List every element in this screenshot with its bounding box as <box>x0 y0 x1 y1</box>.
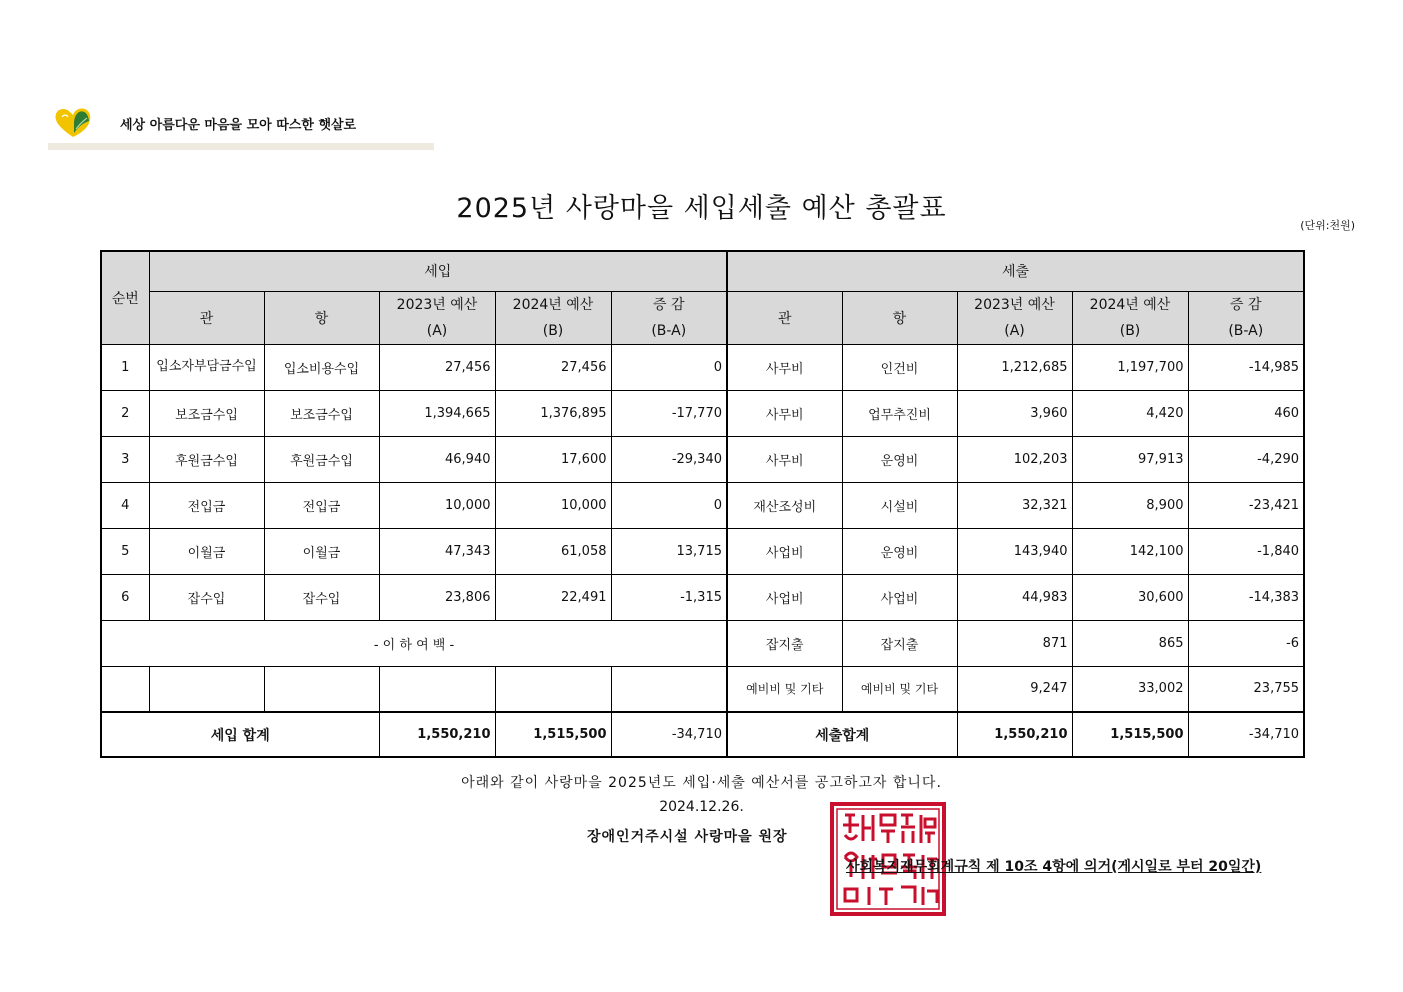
expense-gwan-cell: 사업비 <box>727 574 842 620</box>
expense-diff-cell: -4,290 <box>1188 436 1304 482</box>
expense-diff-cell: 460 <box>1188 390 1304 436</box>
header-bar <box>48 100 434 150</box>
expense-2024-cell: 4,420 <box>1072 390 1188 436</box>
expense-hang-cell: 운영비 <box>842 528 957 574</box>
income-diff-cell: 0 <box>611 482 727 528</box>
income-2024-cell: 61,058 <box>495 528 611 574</box>
signer: 장애인거주시설 사랑마을 원장 <box>587 829 788 845</box>
expense-diff-cell: 23,755 <box>1188 666 1304 712</box>
expense-diff-cell: -1,840 <box>1188 528 1304 574</box>
expense-total-2024: 1,515,500 <box>1072 712 1188 757</box>
expense-gwan-cell: 사업비 <box>727 528 842 574</box>
empty-cell <box>149 666 264 712</box>
income-gwan-cell: 이월금 <box>149 528 264 574</box>
expense-total-label: 세출합계 <box>727 712 957 757</box>
expense-gwan-cell: 재산조성비 <box>727 482 842 528</box>
empty-cell <box>264 666 379 712</box>
expense-2023-cell: 143,940 <box>957 528 1072 574</box>
income-gwan-cell: 전입금 <box>149 482 264 528</box>
income-total-diff: -34,710 <box>611 712 727 757</box>
empty-cell <box>379 666 495 712</box>
expense-2023-cell: 1,212,685 <box>957 344 1072 390</box>
table-row <box>101 666 1304 712</box>
income-diff-cell: -1,315 <box>611 574 727 620</box>
slogan: 세상 아름다운 마음을 모아 따스한 햇살로 <box>120 118 357 133</box>
income-total-2023: 1,550,210 <box>379 712 495 757</box>
expense-hang-cell: 업무추진비 <box>842 390 957 436</box>
income-total-label: 세입 합계 <box>101 712 379 757</box>
income-2023-cell: 23,806 <box>379 574 495 620</box>
expense-header: 세출 <box>727 251 1304 291</box>
table-row <box>101 528 1304 574</box>
header-divider <box>48 143 434 150</box>
table-row <box>101 390 1304 436</box>
income-hang-cell: 후원금수입 <box>264 436 379 482</box>
expense-2023-cell: 3,960 <box>957 390 1072 436</box>
seq-cell: 5 <box>101 528 149 574</box>
income-diff-cell: 13,715 <box>611 528 727 574</box>
income-2023-cell: 46,940 <box>379 436 495 482</box>
expense-diff-cell: -14,985 <box>1188 344 1304 390</box>
seq-cell: 3 <box>101 436 149 482</box>
expense-hang-cell: 시설비 <box>842 482 957 528</box>
expense-total-diff: -34,710 <box>1188 712 1304 757</box>
expense-hang-cell: 예비비 및 기타 <box>842 666 957 712</box>
income-gwan-cell: 보조금수입 <box>149 390 264 436</box>
income-2024-cell: 22,491 <box>495 574 611 620</box>
income-2024-cell: 10,000 <box>495 482 611 528</box>
expense-hang-cell: 잡지출 <box>842 620 957 666</box>
expense-2023-cell: 871 <box>957 620 1072 666</box>
income-2024-cell: 17,600 <box>495 436 611 482</box>
income-hang-cell: 잡수입 <box>264 574 379 620</box>
income-2024-header: 2024년 예산 (B) <box>495 291 611 344</box>
notice-text: 아래와 같이 사랑마을 2025년도 세입·세출 예산서를 공고하고자 합니다. <box>461 775 942 791</box>
expense-gwan-cell: 사무비 <box>727 436 842 482</box>
legal-basis: 사회복지재무회계규칙 제 10조 4항에 의거(게시일로 부터 20일간) <box>846 859 1262 875</box>
expense-diff-cell: -23,421 <box>1188 482 1304 528</box>
expense-2024-cell: 142,100 <box>1072 528 1188 574</box>
income-hang-header: 항 <box>264 291 379 344</box>
income-diff-cell: 0 <box>611 344 727 390</box>
income-gwan-cell: 잡수입 <box>149 574 264 620</box>
income-header: 세입 <box>149 251 727 291</box>
totals-row <box>101 712 1304 757</box>
income-2023-cell: 10,000 <box>379 482 495 528</box>
table-row <box>101 436 1304 482</box>
table-row <box>101 344 1304 390</box>
budget-table <box>100 250 1305 758</box>
income-diff-cell: -29,340 <box>611 436 727 482</box>
expense-total-2023: 1,550,210 <box>957 712 1072 757</box>
seq-cell: 6 <box>101 574 149 620</box>
expense-2023-cell: 102,203 <box>957 436 1072 482</box>
table-row <box>101 482 1304 528</box>
seq-cell: 1 <box>101 344 149 390</box>
expense-gwan-cell: 예비비 및 기타 <box>727 666 842 712</box>
income-total-2024: 1,515,500 <box>495 712 611 757</box>
expense-2024-header: 2024년 예산 (B) <box>1072 291 1188 344</box>
expense-2023-cell: 44,983 <box>957 574 1072 620</box>
expense-hang-header: 항 <box>842 291 957 344</box>
expense-2023-cell: 9,247 <box>957 666 1072 712</box>
expense-2024-cell: 97,913 <box>1072 436 1188 482</box>
heart-leaf-logo-icon <box>52 105 94 139</box>
expense-gwan-cell: 잡지출 <box>727 620 842 666</box>
expense-2024-cell: 8,900 <box>1072 482 1188 528</box>
seq-header: 순번 <box>101 251 149 344</box>
expense-gwan-header: 관 <box>727 291 842 344</box>
expense-diff-cell: -6 <box>1188 620 1304 666</box>
expense-hang-cell: 인건비 <box>842 344 957 390</box>
expense-hang-cell: 운영비 <box>842 436 957 482</box>
expense-hang-cell: 사업비 <box>842 574 957 620</box>
income-2023-cell: 47,343 <box>379 528 495 574</box>
income-hang-cell: 이월금 <box>264 528 379 574</box>
expense-gwan-cell: 사무비 <box>727 344 842 390</box>
expense-2024-cell: 865 <box>1072 620 1188 666</box>
expense-2024-cell: 33,002 <box>1072 666 1188 712</box>
income-hang-cell: 전입금 <box>264 482 379 528</box>
income-hang-cell: 보조금수입 <box>264 390 379 436</box>
income-diff-header: 증 감 (B-A) <box>611 291 727 344</box>
seq-cell: 4 <box>101 482 149 528</box>
empty-cell <box>611 666 727 712</box>
income-gwan-cell: 입소자부담금수입 <box>149 344 264 390</box>
empty-cell <box>101 666 149 712</box>
unit-label: (단위:천원) <box>1300 219 1355 232</box>
income-gwan-cell: 후원금수입 <box>149 436 264 482</box>
expense-diff-header: 증 감 (B-A) <box>1188 291 1304 344</box>
expense-2024-cell: 30,600 <box>1072 574 1188 620</box>
table-row <box>101 620 1304 666</box>
expense-diff-cell: -14,383 <box>1188 574 1304 620</box>
table-row <box>101 574 1304 620</box>
expense-2024-cell: 1,197,700 <box>1072 344 1188 390</box>
income-2023-cell: 1,394,665 <box>379 390 495 436</box>
income-2023-header: 2023년 예산 (A) <box>379 291 495 344</box>
header-row-2 <box>101 291 1304 344</box>
blank-note: - 이 하 여 백 - <box>101 620 727 666</box>
empty-cell <box>495 666 611 712</box>
page-title: 2025년 사랑마을 세입세출 예산 총괄표 <box>456 193 947 224</box>
income-2024-cell: 27,456 <box>495 344 611 390</box>
income-gwan-header: 관 <box>149 291 264 344</box>
expense-2023-cell: 32,321 <box>957 482 1072 528</box>
header-row-1 <box>101 251 1304 291</box>
notice-date: 2024.12.26. <box>659 799 744 815</box>
seq-cell: 2 <box>101 390 149 436</box>
income-diff-cell: -17,770 <box>611 390 727 436</box>
income-hang-cell: 입소비용수입 <box>264 344 379 390</box>
income-2024-cell: 1,376,895 <box>495 390 611 436</box>
expense-gwan-cell: 사무비 <box>727 390 842 436</box>
income-2023-cell: 27,456 <box>379 344 495 390</box>
expense-2023-header: 2023년 예산 (A) <box>957 291 1072 344</box>
